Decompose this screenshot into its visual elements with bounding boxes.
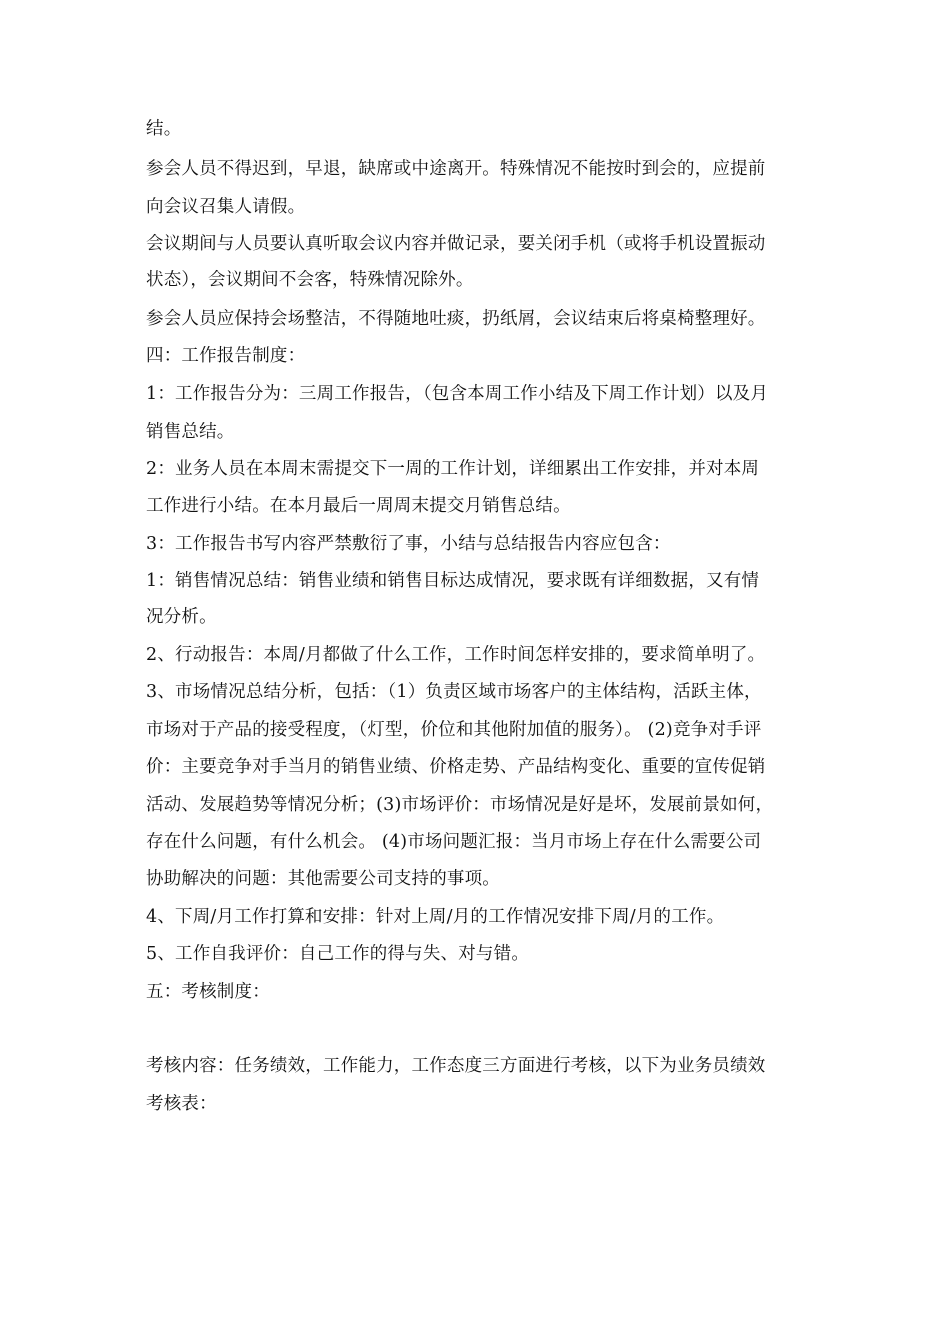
text-line: 活动、发展趋势等情况分析；(3)市场评价：市场情况是好是坏，发展前景如何， [146,795,774,815]
text-line: 4、下周/月工作打算和安排：针对上周/月的工作情况安排下周/月的工作。 [146,907,725,927]
text-line: 销售总结。 [146,422,235,442]
text-line: 市场对于产品的接受程度，（灯型，价位和其他附加值的服务）。 (2)竞争对手评 [146,720,762,740]
text-line: 况分析。 [146,607,217,627]
text-line: 2、行动报告：本周/月都做了什么工作，工作时间怎样安排的，要求简单明了。 [146,645,766,665]
text-line: 3：工作报告书写内容严禁敷衍了事，小结与总结报告内容应包含： [146,534,671,554]
text-line: 2：业务人员在本周末需提交下一周的工作计划，详细累出工作安排，并对本周 [146,459,760,479]
text-line: 协助解决的问题：其他需要公司支持的事项。 [146,869,500,889]
text-line: 1：销售情况总结：销售业绩和销售目标达成情况，要求既有详细数据，又有情 [146,571,760,591]
text-line: 价：主要竞争对手当月的销售业绩、价格走势、产品结构变化、重要的宣传促销 [146,757,766,777]
text-line: 参会人员不得迟到，早退，缺席或中途离开。特殊情况不能按时到会的，应提前 [146,159,766,179]
text-line: 5、工作自我评价：自己工作的得与失、对与错。 [146,944,530,964]
text-line: 存在什么问题，有什么机会。 (4)市场问题汇报：当月市场上存在什么需要公司 [146,832,762,852]
section-heading: 五：考核制度： [146,982,270,1002]
text-line: 考核表： [146,1094,217,1114]
text-line: 参会人员应保持会场整洁，不得随地吐痰，扔纸屑，会议结束后将桌椅整理好。 [146,309,766,329]
text-line: 考核内容：任务绩效，工作能力，工作态度三方面进行考核，以下为业务员绩效 [146,1056,766,1076]
text-line: 向会议召集人请假。 [146,197,306,217]
section-heading: 四：工作报告制度： [146,346,306,366]
text-line: 工作进行小结。在本月最后一周周末提交月销售总结。 [146,496,571,516]
text-line: 结。 [146,119,182,139]
text-line: 会议期间与人员要认真听取会议内容并做记录，要关闭手机（或将手机设置振动 [146,234,766,254]
text-line: 状态），会议期间不会客，特殊情况除外。 [146,270,474,290]
text-line: 1：工作报告分为：三周工作报告，（包含本周工作小结及下周工作计划）以及月 [146,384,769,404]
text-line: 3、市场情况总结分析，包括：（1）负责区域市场客户的主体结构，活跃主体， [146,682,762,702]
